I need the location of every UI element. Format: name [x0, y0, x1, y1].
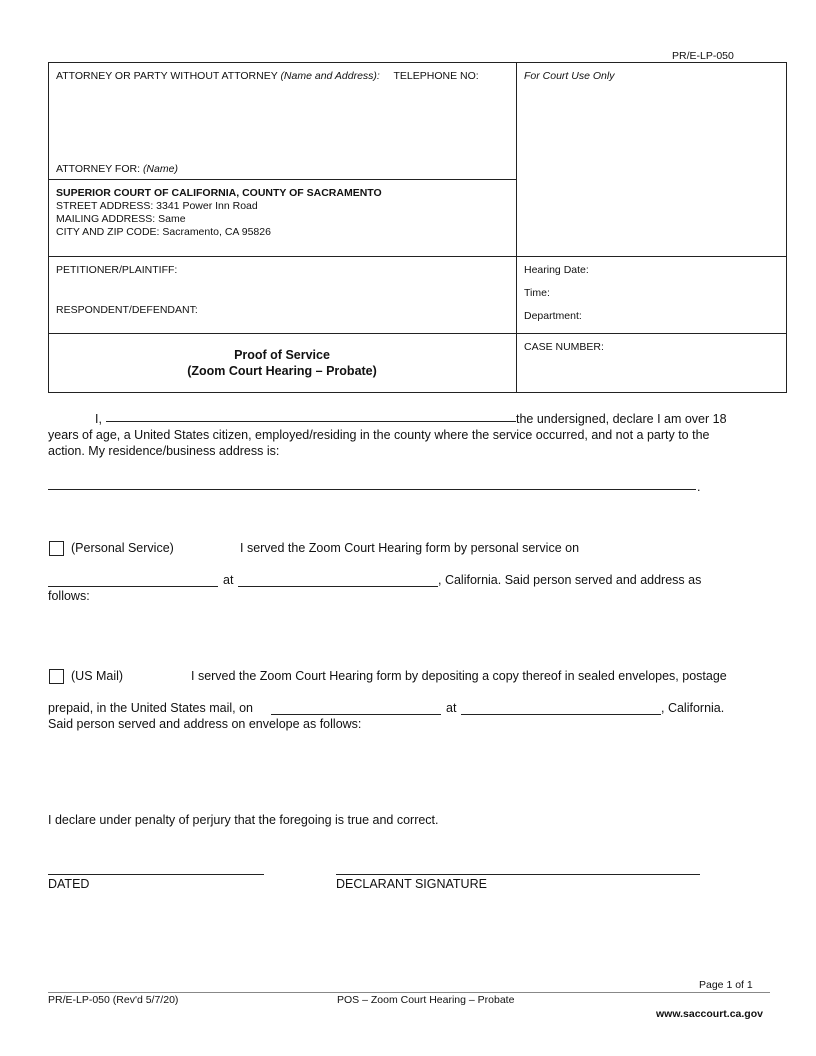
court-name: SUPERIOR COURT OF CALIFORNIA, COUNTY OF SACRAMENTO	[56, 187, 382, 199]
attorney-name-field[interactable]	[52, 86, 510, 160]
time-label: Time:	[524, 287, 550, 299]
city-zip: CITY AND ZIP CODE: Sacramento, CA 95826	[56, 226, 271, 238]
mail-service-place-field[interactable]	[461, 702, 661, 715]
dated-label: DATED	[48, 877, 90, 891]
attorney-for-label: ATTORNEY FOR:	[56, 163, 141, 175]
personal-service-date-field[interactable]	[48, 574, 218, 587]
declarant-signature-label: DECLARANT SIGNATURE	[336, 877, 487, 891]
attorney-label-row	[56, 70, 479, 82]
mail-service-checkbox[interactable]	[49, 669, 64, 684]
declaration-intro-line2: years of age, a United States citizen, employed/residing in the county where the service occurred, and not a party to the	[48, 428, 710, 442]
personal-service-text: I served the Zoom Court Hearing form by personal service on	[240, 541, 580, 555]
mail-service-date-field[interactable]	[271, 702, 441, 715]
declaration-intro-line3: action. My residence/business address is:	[48, 444, 280, 458]
mail-service-tail: , California.	[661, 701, 725, 715]
footer-form-rev: PR/E-LP-050 (Rev'd 5/7/20)	[48, 994, 179, 1006]
court-use-label: For Court Use Only	[524, 70, 615, 82]
caption-divider	[516, 62, 517, 393]
footer-website[interactable]: www.saccourt.ca.gov	[656, 1008, 763, 1020]
footer-form-title: POS – Zoom Court Hearing – Probate	[337, 994, 515, 1006]
mail-service-at: at	[446, 701, 457, 715]
personal-service-place-field[interactable]	[238, 574, 438, 587]
attorney-hint: (Name and Address):	[280, 70, 380, 82]
personal-service-label: (Personal Service)	[71, 541, 174, 555]
declarant-signature-field[interactable]	[336, 862, 700, 875]
mail-service-prepaid: prepaid, in the United States mail, on	[48, 701, 253, 715]
perjury-statement: I declare under penalty of perjury that the foregoing is true and correct.	[48, 813, 439, 827]
attorney-for-row	[56, 163, 178, 175]
declarant-name-field[interactable]	[106, 409, 516, 422]
attorney-label: ATTORNEY OR PARTY WITHOUT ATTORNEY	[56, 70, 278, 82]
attorney-for-hint: (Name)	[142, 163, 178, 175]
personal-service-follows: follows:	[48, 589, 90, 603]
attorney-divider	[48, 179, 516, 180]
footer-rule	[48, 992, 770, 993]
mail-service-text: I served the Zoom Court Hearing form by depositing a copy thereof in sealed envelopes, postage	[191, 669, 727, 683]
address-period: .	[697, 480, 701, 494]
hearing-date-label: Hearing Date:	[524, 264, 589, 276]
mail-service-label: (US Mail)	[71, 669, 124, 683]
personal-service-checkbox[interactable]	[49, 541, 64, 556]
department-label: Department:	[524, 310, 582, 322]
street-address: STREET ADDRESS: 3341 Power Inn Road	[56, 200, 258, 212]
telephone-label: TELEPHONE NO:	[393, 70, 479, 82]
mail-service-follows: Said person served and address on envelope as follows:	[48, 717, 362, 731]
page-number: Page 1 of 1	[699, 979, 753, 991]
mail-service-served-area[interactable]	[48, 734, 768, 794]
dated-field[interactable]	[48, 862, 264, 875]
case-number-label: CASE NUMBER:	[524, 341, 604, 353]
personal-service-at: at	[223, 573, 234, 587]
mailing-address: MAILING ADDRESS: Same	[56, 213, 186, 225]
declarant-i: I,	[95, 412, 102, 426]
personal-service-tail: , California. Said person served and address as	[438, 573, 702, 587]
form-title: Proof of Service	[234, 348, 330, 362]
form-id-top: PR/E-LP-050	[672, 50, 734, 62]
residence-address-field[interactable]	[48, 477, 696, 490]
parties-divider	[48, 333, 787, 334]
declaration-intro-tail: the undersigned, declare I am over 18	[516, 412, 727, 426]
respondent-label: RESPONDENT/DEFENDANT:	[56, 304, 198, 316]
petitioner-label: PETITIONER/PLAINTIFF:	[56, 264, 178, 276]
personal-service-served-area[interactable]	[48, 606, 768, 656]
form-subtitle: (Zoom Court Hearing – Probate)	[187, 364, 377, 378]
court-divider	[48, 256, 787, 257]
